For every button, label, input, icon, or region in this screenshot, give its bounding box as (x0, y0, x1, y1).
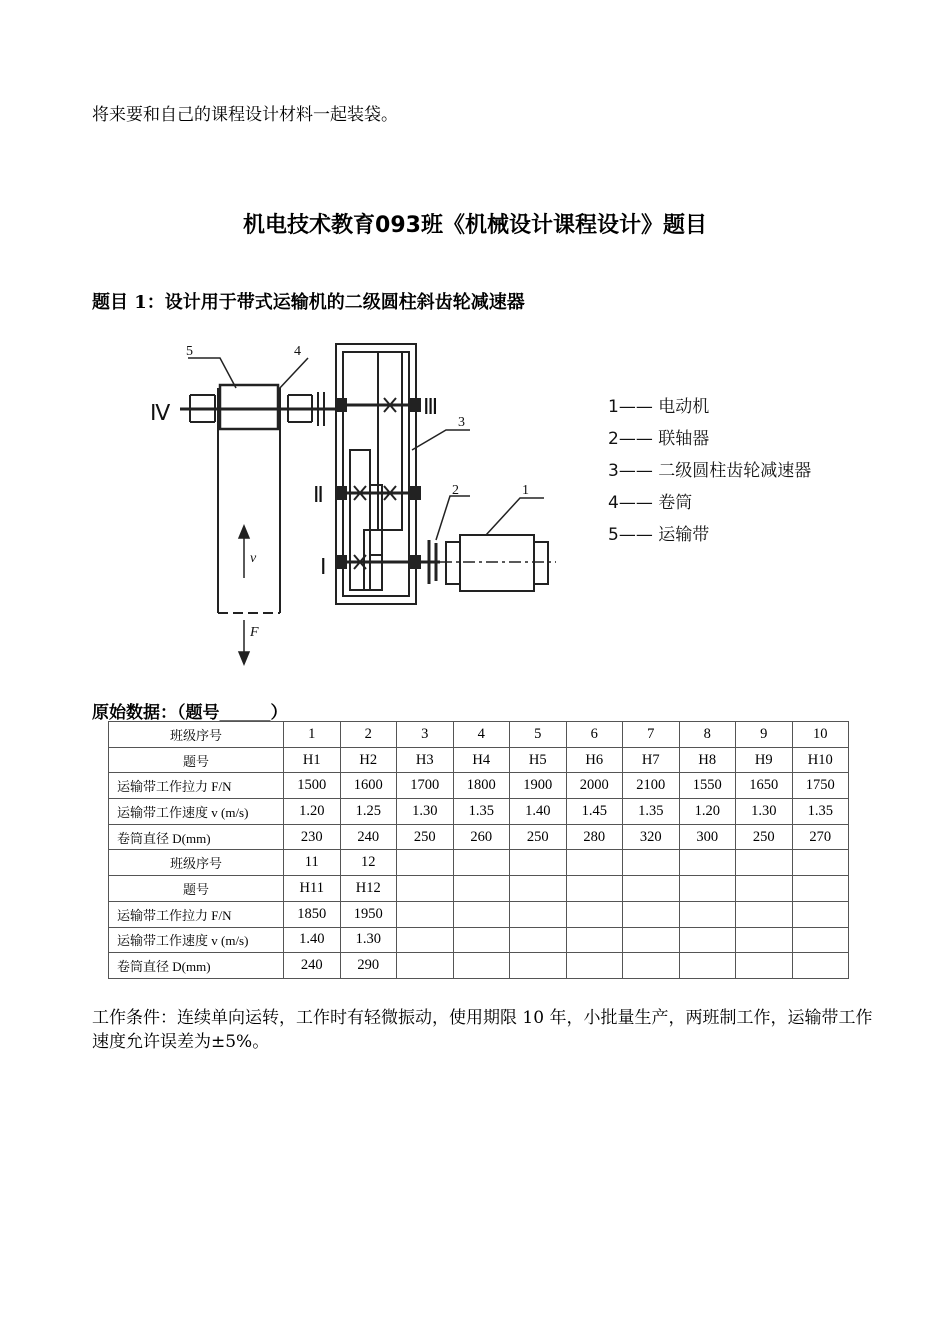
callout-4: 4 (294, 344, 301, 359)
table-row (109, 901, 849, 927)
table-cell: H3 (397, 747, 454, 773)
table-cell: 1750 (792, 773, 849, 799)
table-cell (566, 927, 623, 953)
table-cell: H2 (340, 747, 397, 773)
table-cell (453, 901, 510, 927)
table-cell (792, 953, 849, 979)
row-header: 运输带工作速度 v (m/s) (109, 927, 284, 953)
table-cell: 1.30 (736, 799, 793, 825)
table-cell (397, 927, 454, 953)
table-cell (453, 850, 510, 876)
velocity-arrow (239, 526, 249, 578)
table-cell (623, 850, 680, 876)
table-cell: 1550 (679, 773, 736, 799)
legend-item-4: 4—— 卷筒 (608, 493, 693, 513)
table-cell (510, 850, 567, 876)
row-header: 运输带工作速度 v (m/s) (109, 799, 284, 825)
row-header: 卷筒直径 D(mm) (109, 953, 284, 979)
table-cell (679, 876, 736, 902)
force-arrow (239, 620, 249, 664)
table-cell: 4 (453, 722, 510, 748)
table-cell: 250 (736, 824, 793, 850)
reducer-diagram (140, 330, 830, 670)
row-header: 班级序号 (109, 850, 284, 876)
table-row (109, 722, 849, 748)
table-cell: 3 (397, 722, 454, 748)
table-row (109, 850, 849, 876)
row-header: 运输带工作拉力 F/N (109, 773, 284, 799)
table-cell: 290 (340, 953, 397, 979)
component-legend (608, 397, 811, 545)
velocity-label: v (250, 551, 257, 566)
table-cell: 10 (792, 722, 849, 748)
table-cell (397, 901, 454, 927)
table-cell: 230 (284, 824, 341, 850)
callout-5: 5 (186, 344, 193, 359)
table-cell (736, 850, 793, 876)
table-cell: 7 (623, 722, 680, 748)
table-cell: 6 (566, 722, 623, 748)
motor (440, 535, 556, 591)
table-cell: H8 (679, 747, 736, 773)
reducer-housing (336, 344, 416, 604)
table-cell (397, 850, 454, 876)
table-cell: 1600 (340, 773, 397, 799)
table-cell (792, 850, 849, 876)
force-label: F (250, 625, 259, 640)
gear-set (336, 352, 440, 590)
row-header: 运输带工作拉力 F/N (109, 901, 284, 927)
table-cell (679, 901, 736, 927)
table-cell: 1.30 (397, 799, 454, 825)
table-cell: 240 (340, 824, 397, 850)
table-cell (510, 876, 567, 902)
table-cell (397, 953, 454, 979)
page-title: 机电技术教育093班《机械设计课程设计》题目 (243, 213, 707, 238)
table-row (109, 876, 849, 902)
table-cell: H9 (736, 747, 793, 773)
table-cell (736, 953, 793, 979)
table-row (109, 747, 849, 773)
table-cell: 1 (284, 722, 341, 748)
table-cell (566, 876, 623, 902)
table-cell: H12 (340, 876, 397, 902)
table-cell: 1900 (510, 773, 567, 799)
table-cell: 1.40 (510, 799, 567, 825)
table-cell: 1.20 (679, 799, 736, 825)
drum (220, 385, 278, 429)
table-cell: 280 (566, 824, 623, 850)
table-cell: 2100 (623, 773, 680, 799)
table-cell: 1850 (284, 901, 341, 927)
legend-item-3: 3—— 二级圆柱齿轮减速器 (608, 461, 812, 481)
table-row (109, 773, 849, 799)
table-cell: 1.30 (340, 927, 397, 953)
table-row (109, 799, 849, 825)
table-cell: 9 (736, 722, 793, 748)
roman-label-4: Ⅳ (150, 400, 171, 425)
table-cell: 2000 (566, 773, 623, 799)
table-row (109, 824, 849, 850)
row-header: 题号 (109, 876, 284, 902)
conveyor-belt (218, 388, 280, 613)
table-cell (566, 953, 623, 979)
legend-item-2: 2—— 联轴器 (608, 429, 710, 449)
table-cell: 1.25 (340, 799, 397, 825)
table-cell: 1.35 (792, 799, 849, 825)
table-cell: 11 (284, 850, 341, 876)
table-cell: 1.40 (284, 927, 341, 953)
table-cell: 8 (679, 722, 736, 748)
table-cell: 1650 (736, 773, 793, 799)
roman-label-3: Ⅲ (423, 394, 439, 419)
table-cell: 1500 (284, 773, 341, 799)
table-cell (510, 953, 567, 979)
table-cell (397, 876, 454, 902)
row-header: 题号 (109, 747, 284, 773)
table-cell: 1.20 (284, 799, 341, 825)
callout-3: 3 (458, 415, 465, 430)
data-table (108, 721, 849, 979)
row-header: 班级序号 (109, 722, 284, 748)
table-cell: 250 (397, 824, 454, 850)
table-cell: 1.35 (623, 799, 680, 825)
problem-title: 题目 1：设计用于带式运输机的二级圆柱斜齿轮减速器 (92, 292, 525, 313)
table-cell (679, 953, 736, 979)
row-header: 卷筒直径 D(mm) (109, 824, 284, 850)
table-cell: H5 (510, 747, 567, 773)
table-cell (679, 927, 736, 953)
table-cell: H1 (284, 747, 341, 773)
table-cell (792, 927, 849, 953)
table-cell (510, 901, 567, 927)
table-cell: H4 (453, 747, 510, 773)
table-cell: 1700 (397, 773, 454, 799)
table-cell (736, 927, 793, 953)
table-cell (623, 953, 680, 979)
table-cell (623, 876, 680, 902)
table-cell: H7 (623, 747, 680, 773)
legend-item-5: 5—— 运输带 (608, 525, 710, 545)
table-cell (679, 850, 736, 876)
table-cell (453, 927, 510, 953)
table-cell: 12 (340, 850, 397, 876)
table-cell (736, 901, 793, 927)
table-cell: 1800 (453, 773, 510, 799)
table-cell (623, 901, 680, 927)
table-cell (510, 927, 567, 953)
table-cell (453, 953, 510, 979)
roman-label-2: Ⅱ (313, 482, 324, 507)
table-cell: H10 (792, 747, 849, 773)
intro-text: 将来要和自己的课程设计材料一起装袋。 (92, 105, 398, 125)
table-cell: 250 (510, 824, 567, 850)
table-row (109, 927, 849, 953)
table-cell: 270 (792, 824, 849, 850)
raw-data-label: 原始数据：（题号______） (92, 703, 288, 723)
working-conditions: 工作条件：连续单向运转，工作时有轻微振动，使用期限 10 年，小批量生产，两班制工作，运输带工作速度允许误差为±5%。 (92, 1008, 873, 1052)
table-cell: 5 (510, 722, 567, 748)
table-cell: 300 (679, 824, 736, 850)
table-cell (566, 901, 623, 927)
table-cell: H6 (566, 747, 623, 773)
table-cell: 2 (340, 722, 397, 748)
table-cell (792, 876, 849, 902)
table-cell: 1950 (340, 901, 397, 927)
table-cell: 320 (623, 824, 680, 850)
table-cell (792, 901, 849, 927)
roman-label-1: Ⅰ (320, 554, 327, 579)
table-cell (736, 876, 793, 902)
legend-item-1: 1—— 电动机 (608, 397, 710, 417)
callout-2: 2 (452, 483, 459, 498)
table-cell: 1.45 (566, 799, 623, 825)
table-cell (623, 927, 680, 953)
table-cell: H11 (284, 876, 341, 902)
table-cell (453, 876, 510, 902)
callout-1: 1 (522, 483, 529, 498)
table-row (109, 953, 849, 979)
table-cell: 260 (453, 824, 510, 850)
table-cell (566, 850, 623, 876)
table-cell: 240 (284, 953, 341, 979)
table-cell: 1.35 (453, 799, 510, 825)
